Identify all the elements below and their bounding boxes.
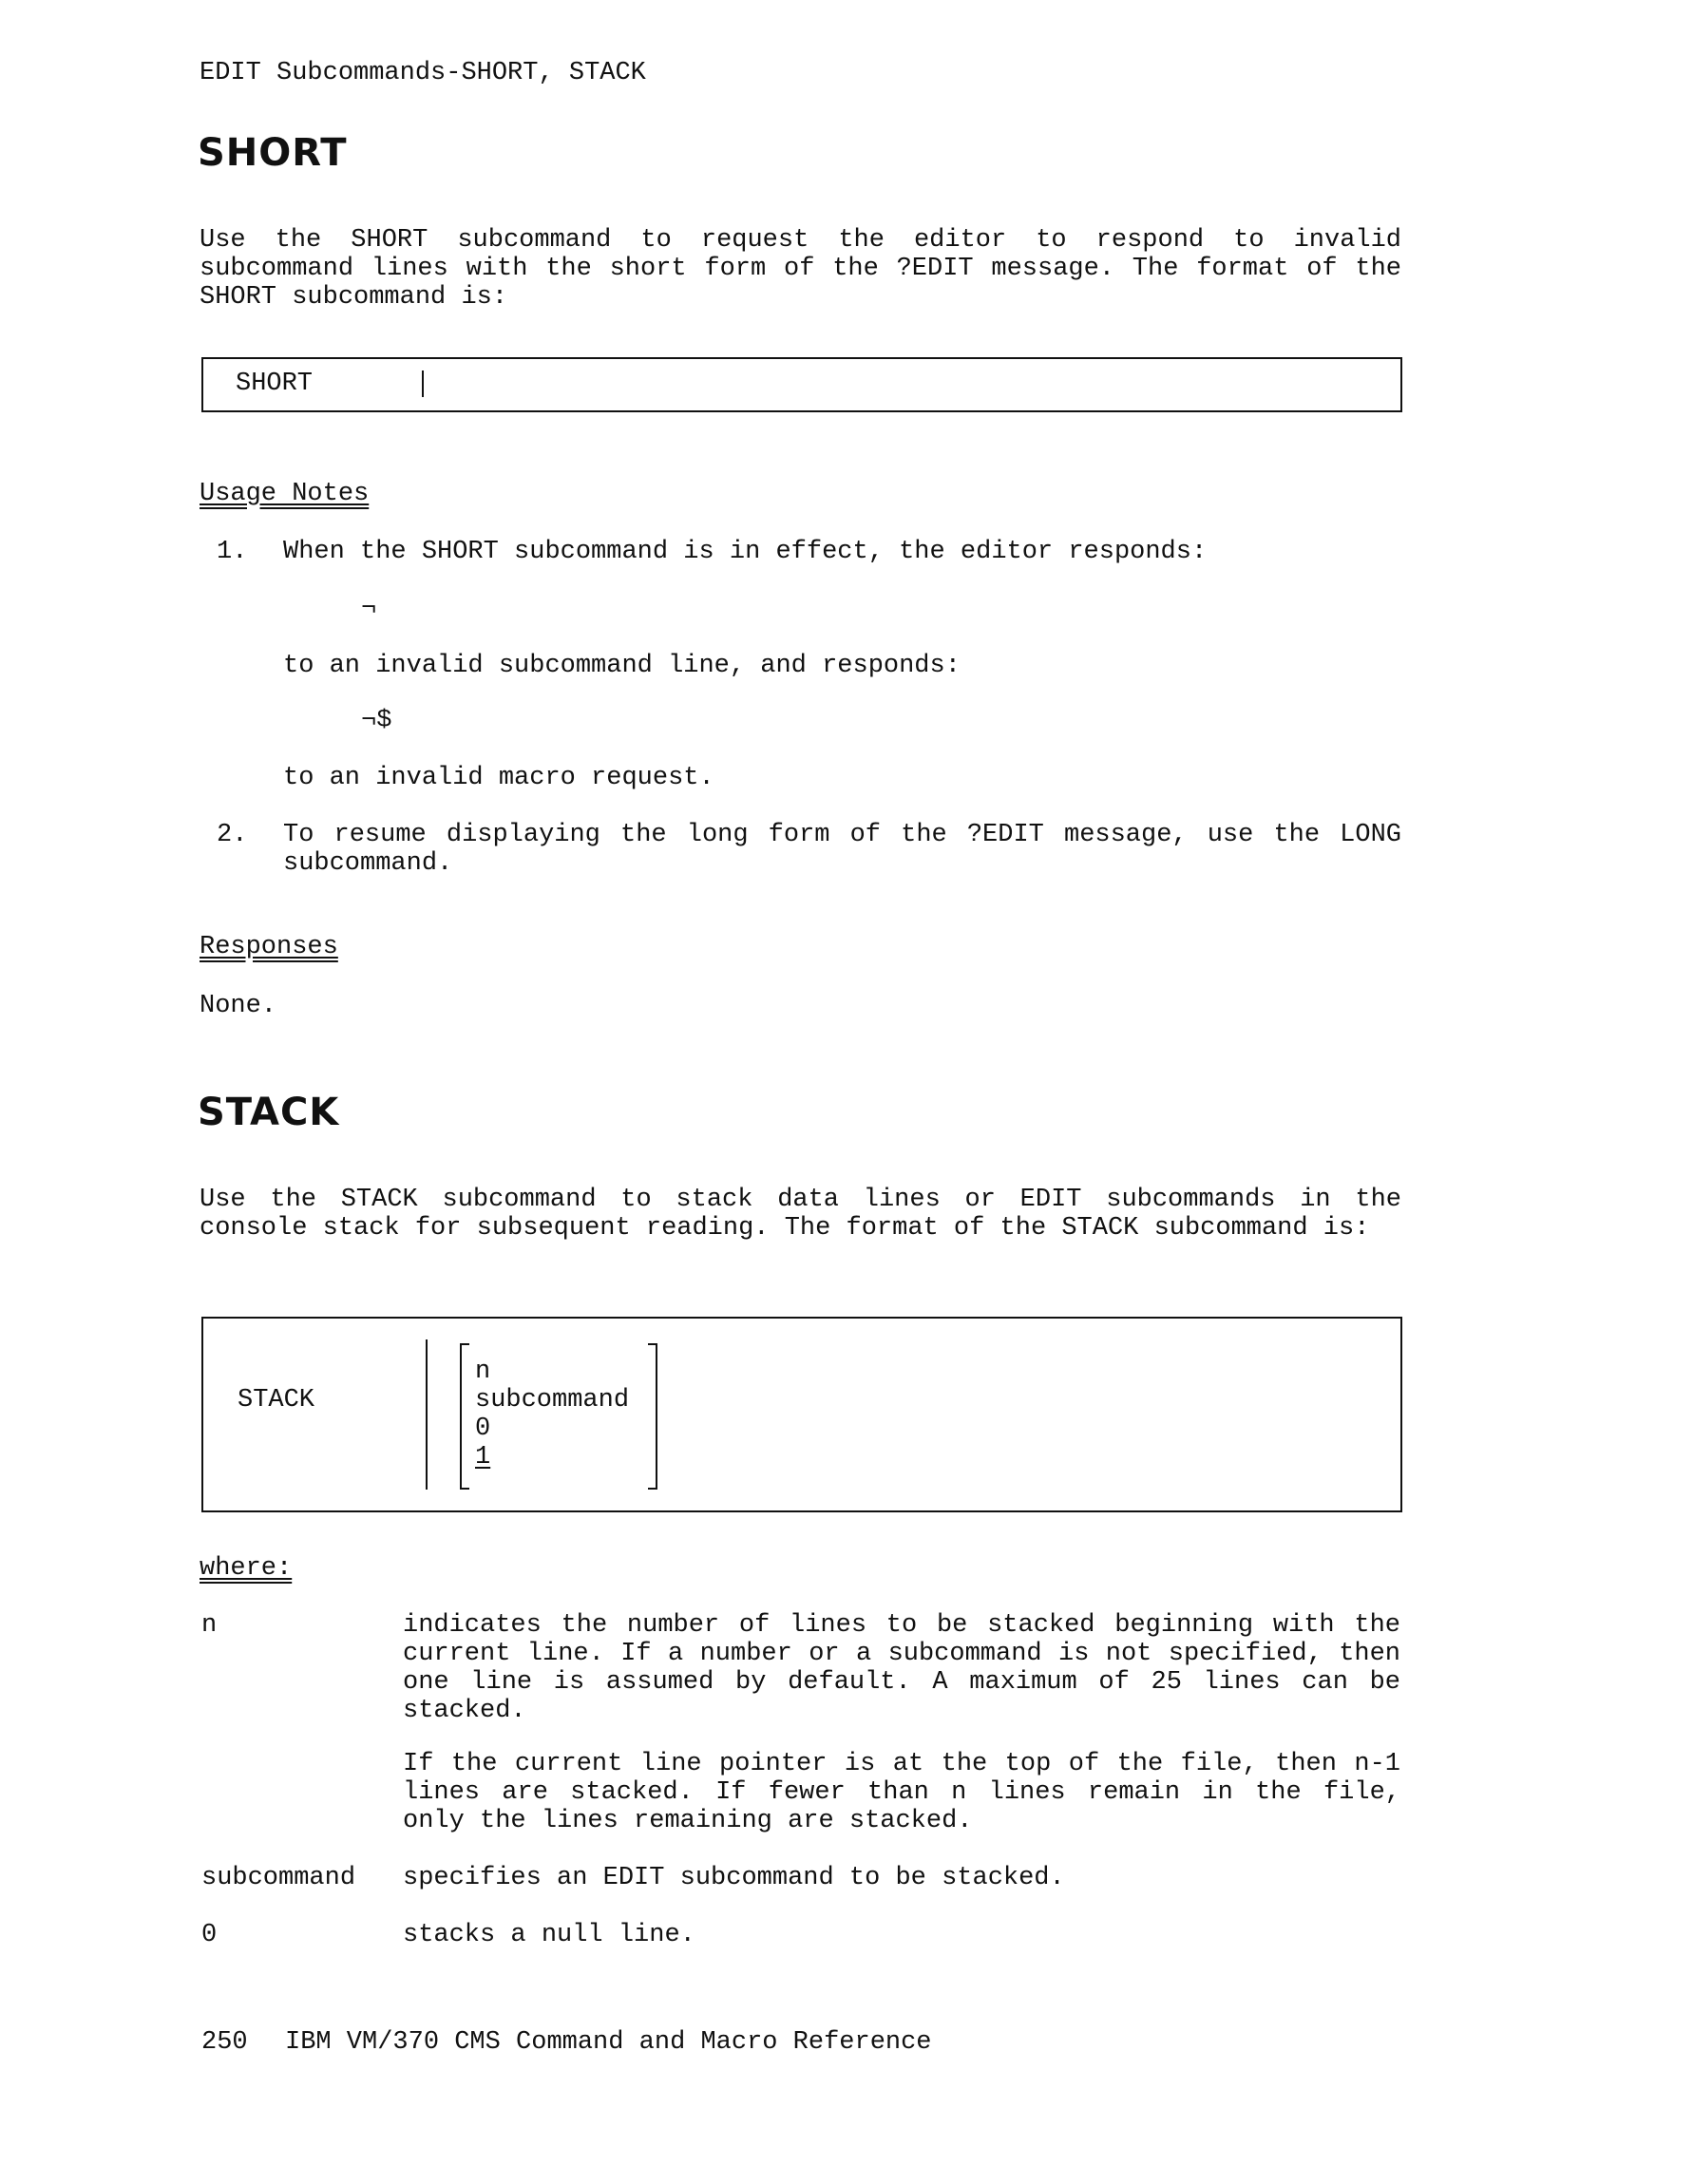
note-text: to an invalid macro request. (283, 764, 714, 792)
responses-text: None. (200, 992, 277, 1020)
option-n: n (475, 1358, 491, 1386)
footer-title: IBM VM/370 CMS Command and Macro Reference (285, 2028, 932, 2057)
short-response-symbol: ¬ (361, 595, 377, 623)
operand-description: specifies an EDIT subcommand to be stacked. (403, 1864, 1065, 1892)
usage-notes-heading: Usage Notes (200, 480, 370, 508)
stack-heading: STACK (198, 1091, 340, 1134)
option-one-default: 1 (475, 1443, 491, 1472)
short-macro-response-symbol: ¬$ (361, 707, 392, 735)
operand-term: n (201, 1611, 218, 1640)
page-number: 250 (201, 2028, 248, 2057)
format-box-divider (422, 370, 424, 397)
note-text: To resume displaying the long form of the ?EDIT message, use the LONG subcommand. (283, 821, 1401, 878)
note-text: to an invalid subcommand line, and responds: (283, 652, 961, 680)
right-bracket (648, 1343, 657, 1490)
option-zero: 0 (475, 1415, 491, 1443)
operand-term: 0 (201, 1921, 218, 1949)
operand-description: If the current line pointer is at the top of the file, then n-1 lines are stacked. If fewer than n lines remain in the file, only the lines remaining are stacked. (403, 1750, 1400, 1835)
stack-format-box (201, 1317, 1402, 1512)
stack-intro: Use the STACK subcommand to stack data lines or EDIT subcommands in the console stack for subsequent reading. The format of the STACK subcommand is: (200, 1186, 1401, 1243)
running-title: EDIT Subcommands-SHORT, STACK (200, 59, 646, 87)
operand-description: indicates the number of lines to be stacked beginning with the current line. If a number or a subcommand is not specified, then one line is assumed by default. A maximum of 25 lines can be stacked. (403, 1611, 1400, 1725)
operand-term: subcommand (201, 1864, 356, 1892)
operand-description: stacks a null line. (403, 1921, 695, 1949)
note-text: When the SHORT subcommand is in effect, the editor responds: (283, 538, 1208, 566)
short-format-box (201, 357, 1402, 412)
where-heading: where: (200, 1554, 293, 1583)
left-bracket (460, 1343, 469, 1490)
short-intro: Use the SHORT subcommand to request the editor to respond to invalid subcommand lines with the short form of the ?EDIT message. The format of the SHORT subcommand is: (200, 226, 1401, 312)
note-number: 2. (217, 821, 248, 849)
responses-heading: Responses (200, 933, 338, 961)
note-number: 1. (217, 538, 248, 566)
option-subcommand: subcommand (475, 1386, 630, 1415)
format-box-divider (426, 1339, 428, 1490)
stack-format-command: STACK (238, 1386, 315, 1415)
short-format-command: SHORT (236, 370, 314, 398)
short-heading: SHORT (198, 131, 348, 175)
